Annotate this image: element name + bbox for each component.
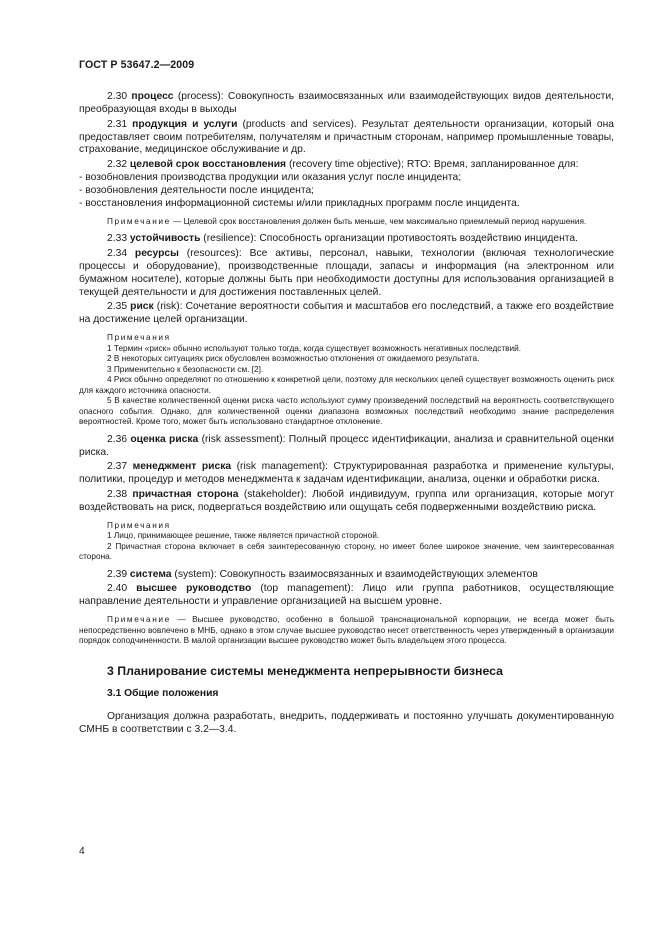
note-2-32 <box>79 217 614 228</box>
entry-definition: (resilience): Способность организации противостоять воздействию инцидента. <box>200 233 578 245</box>
notes-2-35 <box>79 333 614 428</box>
entry-definition: (system): Совокупность взаимосвязанных и взаимодействующих элементов <box>171 568 538 580</box>
subsection-3-1-heading: 3.1 Общие положения <box>107 687 219 699</box>
entry-number: 2.34 <box>107 247 128 259</box>
entry-2-34 <box>79 248 614 300</box>
entry-definition: (stakeholder): Любой индивидуум, группа или организация, которые могут воздействовать на риск, подвергаться воздействию или ощущать себя подверженными воздействию риска. <box>79 488 614 513</box>
note-label: Примечание <box>107 615 171 625</box>
list-item: - восстановления информационной системы и/или прикладных программ после инцидента. <box>79 197 520 209</box>
entry-term: устойчивость <box>129 233 201 245</box>
note-item: 5 В качестве количественной оценки риска часто используют сумму произведений последствий на вероятность соответствующего опасного события. Однако, для количественной оценки диапазона возможных последствий необходимо знание распределения вероятностей. Кроме того, может быть использовано стандартное отклонение. <box>79 396 614 427</box>
note-item: 2 В некоторых ситуациях риск обусловлен возможностью отклонения от ожидаемого результата. <box>107 354 480 364</box>
entry-term: оценка риска <box>130 433 199 445</box>
list-item: - возобновления производства продукции или оказания услуг после инцидента; <box>79 172 462 184</box>
entry-term: причастная сторона <box>132 488 239 500</box>
entry-term: ресурсы <box>134 247 179 259</box>
page-number: 4 <box>79 846 85 857</box>
entry-number: 2.37 <box>107 461 128 473</box>
entry-term: процесс <box>131 91 174 102</box>
entry-number: 2.39 <box>107 568 128 580</box>
entry-term: высшее руководство <box>136 583 252 595</box>
entry-number: 2.32 <box>107 159 128 171</box>
section-3-1-body: Организация должна разработать, внедрить, поддерживать и постоянно улучшать документированную СМНБ в соответствии с 3.2—3.4. <box>79 710 614 735</box>
note-label: Примечание <box>107 216 171 226</box>
note-item: 4 Риск обычно определяют по отношению к конкретной цели, поэтому для нескольких целей существует возможность оценить риск для каждого источника опасности. <box>79 375 614 395</box>
entry-definition: (risk assessment): Полный процесс идентификации, анализа и сравнительной оценки риска. <box>79 433 614 458</box>
note-text <box>79 615 614 647</box>
note-body: — Высшее руководство, особенно в большой транснациональной корпорации, не всегда может быть непосредственно вовлечено в МНБ, однако в этом случае высшее руководство несет ответственность через утвержденный в организации порядок соподчиненности. В малой организации высшее руководство может быть владельцем этого процесса. <box>79 615 614 646</box>
entry-term: целевой срок восстановления <box>129 159 287 171</box>
document-code-header: ГОСТ Р 53647.2—2009 <box>79 59 195 71</box>
notes-2-38 <box>79 521 614 563</box>
note-2-40 <box>79 615 614 647</box>
notes-label: Примечания <box>107 520 171 530</box>
entry-definition: (recovery time objective); RTO: Время, запланированное для: <box>286 159 579 171</box>
entry-2-35 <box>79 301 614 327</box>
entry-definition: (top management): Лицо или группа работников, осуществляющие направление деятельности и управление организацией на высшем уровне. <box>79 583 614 608</box>
entry-definition: (risk): Сочетание вероятности события и масштабов его последствий, а также его воздействие на достижение целей организации. <box>79 301 614 326</box>
entry-2-39 <box>79 569 614 582</box>
entry-number: 2.31 <box>107 118 128 130</box>
entry-term: продукция и услуги <box>132 118 238 130</box>
entry-number: 2.33 <box>107 233 128 245</box>
entry-definition: (resources): Все активы, персонал, навыки, технологии (включая технологические процессы и оборудование), производственные площади, запасы и информация (на электронном или бумажном носителе), которые должны быть при необходимости доступны для использования организацией в текущей деятельности и для достижения поставленных целей. <box>79 247 614 298</box>
note-item: 2 Причастная сторона включает в себя заинтересованную сторону, но имеет более широкое значение, чем заинтересованная сторона. <box>79 541 614 562</box>
entry-2-31 <box>79 119 614 158</box>
entry-2-38 <box>79 489 614 515</box>
entry-number: 2.35 <box>107 301 128 313</box>
entry-number: 2.30 <box>107 91 128 102</box>
note-item: 3 Применительно к безопасности см. [2]. <box>107 364 264 374</box>
entry-2-32 <box>79 159 614 172</box>
entry-definition: (process): Совокупность взаимосвязанных или взаимодействующих видов деятельности, преобразующая входы в выходы <box>79 91 614 115</box>
note-item: 1 Лицо, принимающее решение, также является причастной стороной. <box>107 531 380 541</box>
note-body: — Целевой срок восстановления должен быть меньше, чем максимально приемлемый период нарушения. <box>170 216 587 226</box>
entry-number: 2.38 <box>107 488 128 500</box>
entry-2-33 <box>79 233 614 246</box>
list-item: - возобновления деятельности после инцидента; <box>79 184 315 196</box>
section-3-heading: 3 Планирование системы менеджмента непрерывности бизнеса <box>107 663 503 678</box>
note-text <box>79 217 614 228</box>
notes-label: Примечания <box>107 333 171 343</box>
entry-term: риск <box>130 301 154 313</box>
entry-2-36 <box>79 434 614 460</box>
entry-number: 2.36 <box>107 433 128 445</box>
entry-2-37 <box>79 461 614 487</box>
entry-number: 2.40 <box>107 583 128 595</box>
entry-definition: (risk management): Структурированная разработка и применение культуры, политики, процедур и методов менеджмента к задачам идентификации, анализа, оценки и обработки риска. <box>79 461 614 486</box>
page-content <box>79 91 614 738</box>
entry-2-40 <box>79 583 614 609</box>
entry-term: менеджмент риска <box>132 461 232 473</box>
entry-definition: (products and services). Результат деятельности организации, который она предоставляет своим потребителям, получателям и причастным сторонам, например промышленные товары, страхование, медицинское обслуживание и др. <box>79 118 614 156</box>
note-item: 1 Термин «риск» обычно используют только тогда, когда существует возможность негативных последствий. <box>107 343 522 353</box>
entry-2-30 <box>79 91 614 117</box>
entry-term: система <box>129 568 172 580</box>
